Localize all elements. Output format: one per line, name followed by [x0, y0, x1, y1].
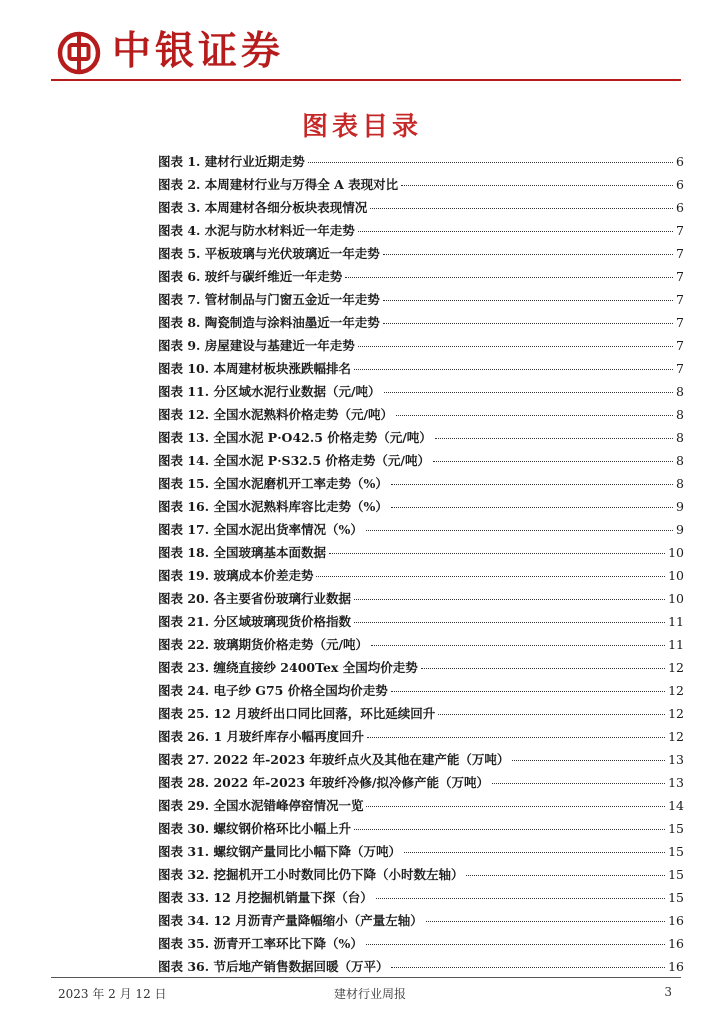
- toc-entry[interactable]: [158, 175, 684, 198]
- toc-entry-label: 图表 11. 分区域水泥行业数据（元/吨）: [158, 384, 381, 399]
- toc-entry-label: 图表 20. 各主要省份玻璃行业数据: [158, 591, 351, 606]
- toc-dot-leader: [421, 668, 665, 669]
- toc-entry-page: 10: [668, 568, 684, 583]
- toc-entry-label: 图表 14. 全国水泥 P·S32.5 价格走势（元/吨）: [158, 453, 430, 468]
- toc-dot-leader: [396, 415, 673, 416]
- toc-dot-leader: [401, 185, 673, 186]
- toc-entry-page: 16: [668, 959, 684, 974]
- toc-entry[interactable]: [158, 658, 684, 681]
- toc-entry-page: 8: [676, 476, 684, 491]
- toc-entry-label: 图表 24. 电子纱 G75 价格全国均价走势: [158, 683, 388, 698]
- toc-entry-label: 图表 27. 2022 年-2023 年玻纤点火及其他在建产能（万吨）: [158, 752, 510, 767]
- toc-entry[interactable]: [158, 842, 684, 865]
- toc-entry-label: 图表 34. 12 月沥青产量降幅缩小（产量左轴）: [158, 913, 423, 928]
- toc-entry[interactable]: [158, 359, 684, 382]
- toc-entry-page: 12: [668, 729, 684, 744]
- toc-entry-label: 图表 1. 建材行业近期走势: [158, 154, 305, 169]
- toc-entry-page: 8: [676, 453, 684, 468]
- toc-entry-page: 7: [676, 246, 684, 261]
- toc-entry-label: 图表 13. 全国水泥 P·O42.5 价格走势（元/吨）: [158, 430, 432, 445]
- toc-dot-leader: [433, 461, 673, 462]
- toc-dot-leader: [391, 967, 665, 968]
- toc-entry-label: 图表 7. 管材制品与门窗五金近一年走势: [158, 292, 380, 307]
- toc-entry-page: 9: [676, 522, 684, 537]
- toc-dot-leader: [366, 944, 665, 945]
- toc-entry[interactable]: [158, 152, 684, 175]
- toc-entry-page: 7: [676, 361, 684, 376]
- header-divider: [51, 79, 681, 81]
- toc-entry-label: 图表 21. 分区域玻璃现货价格指数: [158, 614, 351, 629]
- toc-entry-page: 6: [676, 177, 684, 192]
- toc-dot-leader: [376, 898, 665, 899]
- toc-entry[interactable]: [158, 681, 684, 704]
- page-header: [0, 0, 724, 86]
- footer-report-name: 建材行业周报: [334, 987, 407, 1001]
- toc-entry[interactable]: [158, 566, 684, 589]
- toc-entry[interactable]: [158, 612, 684, 635]
- toc-entry[interactable]: [158, 221, 684, 244]
- toc-entry[interactable]: [158, 451, 684, 474]
- toc-entry[interactable]: [158, 934, 684, 957]
- toc-entry-label: 图表 25. 12 月玻纤出口同比回落，环比延续回升: [158, 706, 436, 721]
- toc-entry-label: 图表 22. 玻璃期货价格走势（元/吨）: [158, 637, 369, 652]
- toc-dot-leader: [435, 438, 673, 439]
- toc-dot-leader: [316, 576, 665, 577]
- toc-entry-page: 11: [668, 614, 684, 629]
- toc-entry[interactable]: [158, 474, 684, 497]
- toc-entry[interactable]: [158, 635, 684, 658]
- toc-entry-label: 图表 19. 玻璃成本价差走势: [158, 568, 314, 583]
- toc-dot-leader: [466, 875, 665, 876]
- toc-entry[interactable]: [158, 796, 684, 819]
- toc-dot-leader: [512, 760, 665, 761]
- toc-dot-leader: [438, 714, 665, 715]
- toc-entry-page: 15: [668, 844, 684, 859]
- toc-dot-leader: [354, 599, 665, 600]
- toc-entry-page: 10: [668, 545, 684, 560]
- toc-dot-leader: [391, 691, 665, 692]
- toc-entry[interactable]: [158, 405, 684, 428]
- toc-dot-leader: [391, 507, 673, 508]
- toc-entry-label: 图表 5. 平板玻璃与光伏玻璃近一年走势: [158, 246, 380, 261]
- toc-dot-leader: [354, 829, 665, 830]
- toc-entry-label: 图表 4. 水泥与防水材料近一年走势: [158, 223, 355, 238]
- toc-entry-label: 图表 33. 12 月挖掘机销量下探（台）: [158, 890, 373, 905]
- toc-entry[interactable]: [158, 313, 684, 336]
- toc-entry-page: 14: [668, 798, 684, 813]
- toc-entry-label: 图表 32. 挖掘机开工小时数同比仍下降（小时数左轴）: [158, 867, 464, 882]
- toc-entry-page: 15: [668, 821, 684, 836]
- toc-entry-page: 6: [676, 200, 684, 215]
- toc-entry-label: 图表 6. 玻纤与碳纤维近一年走势: [158, 269, 343, 284]
- toc-entry-label: 图表 9. 房屋建设与基建近一年走势: [158, 338, 355, 353]
- toc-entry-label: 图表 3. 本周建材各细分板块表现情况: [158, 200, 368, 215]
- toc-entry-label: 图表 31. 螺纹钢产量同比小幅下降（万吨）: [158, 844, 401, 859]
- toc-dot-leader: [366, 530, 673, 531]
- toc-dot-leader: [358, 346, 673, 347]
- toc-entry-label: 图表 17. 全国水泥出货率情况（%）: [158, 522, 363, 537]
- table-of-figures: [158, 152, 684, 980]
- toc-entry-label: 图表 35. 沥青开工率环比下降（%）: [158, 936, 363, 951]
- toc-dot-leader: [370, 208, 673, 209]
- toc-entry-page: 13: [668, 752, 684, 767]
- toc-entry[interactable]: [158, 290, 684, 313]
- toc-dot-leader: [345, 277, 673, 278]
- toc-entry-page: 16: [668, 936, 684, 951]
- toc-dot-leader: [404, 852, 665, 853]
- toc-entry-page: 12: [668, 706, 684, 721]
- toc-entry-page: 15: [668, 867, 684, 882]
- toc-entry-label: 图表 28. 2022 年-2023 年玻纤冷修/拟冷修产能（万吨）: [158, 775, 489, 790]
- toc-entry-page: 7: [676, 338, 684, 353]
- toc-entry[interactable]: [158, 336, 684, 359]
- toc-entry[interactable]: [158, 704, 684, 727]
- toc-entry-page: 7: [676, 292, 684, 307]
- toc-dot-leader: [358, 231, 673, 232]
- toc-dot-leader: [383, 254, 673, 255]
- toc-entry-page: 9: [676, 499, 684, 514]
- footer-divider: [51, 977, 681, 978]
- toc-entry[interactable]: [158, 382, 684, 405]
- toc-entry-page: 8: [676, 384, 684, 399]
- toc-entry-page: 8: [676, 407, 684, 422]
- toc-entry-label: 图表 18. 全国玻璃基本面数据: [158, 545, 326, 560]
- bank-of-china-logo-icon: [57, 31, 101, 75]
- toc-entry-label: 图表 2. 本周建材行业与万得全 A 表现对比: [158, 177, 399, 192]
- toc-entry[interactable]: [158, 428, 684, 451]
- toc-entry[interactable]: [158, 589, 684, 612]
- toc-entry[interactable]: [158, 888, 684, 911]
- toc-dot-leader: [492, 783, 665, 784]
- toc-entry[interactable]: [158, 198, 684, 221]
- toc-entry[interactable]: [158, 543, 684, 566]
- toc-dot-leader: [371, 645, 665, 646]
- toc-dot-leader: [383, 300, 673, 301]
- toc-entry[interactable]: [158, 911, 684, 934]
- toc-entry-label: 图表 8. 陶瓷制造与涂料油墨近一年走势: [158, 315, 380, 330]
- toc-entry-page: 13: [668, 775, 684, 790]
- toc-entry[interactable]: [158, 497, 684, 520]
- footer-page-number: 3: [664, 985, 672, 999]
- toc-entry-label: 图表 10. 本周建材板块涨跌幅排名: [158, 361, 351, 376]
- toc-entry-label: 图表 29. 全国水泥错峰停窑情况一览: [158, 798, 364, 813]
- toc-entry[interactable]: [158, 244, 684, 267]
- toc-dot-leader: [354, 369, 673, 370]
- toc-entry-page: 8: [676, 430, 684, 445]
- toc-dot-leader: [354, 622, 665, 623]
- toc-entry-label: 图表 30. 螺纹钢价格环比小幅上升: [158, 821, 351, 836]
- toc-entry-page: 6: [676, 154, 684, 169]
- toc-entry-label: 图表 26. 1 月玻纤库存小幅再度回升: [158, 729, 365, 744]
- toc-dot-leader: [308, 162, 673, 163]
- toc-entry[interactable]: [158, 865, 684, 888]
- toc-dot-leader: [383, 323, 673, 324]
- toc-entry-label: 图表 15. 全国水泥磨机开工率走势（%）: [158, 476, 388, 491]
- toc-entry[interactable]: [158, 727, 684, 750]
- toc-entry[interactable]: [158, 773, 684, 796]
- toc-entry[interactable]: [158, 819, 684, 842]
- toc-entry-label: 图表 23. 缠绕直接纱 2400Tex 全国均价走势: [158, 660, 418, 675]
- toc-entry-page: 12: [668, 660, 684, 675]
- toc-entry-page: 11: [668, 637, 684, 652]
- toc-dot-leader: [366, 806, 665, 807]
- toc-dot-leader: [384, 392, 674, 393]
- toc-dot-leader: [391, 484, 673, 485]
- toc-entry-page: 10: [668, 591, 684, 606]
- toc-dot-leader: [367, 737, 665, 738]
- toc-entry-page: 12: [668, 683, 684, 698]
- toc-entry-label: 图表 12. 全国水泥熟料价格走势（元/吨）: [158, 407, 394, 422]
- toc-entry-label: 图表 36. 节后地产销售数据回暖（万平）: [158, 959, 389, 974]
- toc-entry[interactable]: [158, 267, 684, 290]
- brand-name: 中银证券: [112, 29, 285, 74]
- toc-dot-leader: [329, 553, 665, 554]
- toc-dot-leader: [426, 921, 665, 922]
- toc-entry-page: 7: [676, 223, 684, 238]
- toc-entry-label: 图表 16. 全国水泥熟料库容比走势（%）: [158, 499, 388, 514]
- page-title: 图表目录: [301, 112, 422, 142]
- toc-entry-page: 16: [668, 913, 684, 928]
- toc-entry[interactable]: [158, 750, 684, 773]
- toc-entry-page: 7: [676, 269, 684, 284]
- toc-entry-page: 15: [668, 890, 684, 905]
- footer-date: 2023 年 2 月 12 日: [58, 987, 167, 1001]
- toc-entry[interactable]: [158, 520, 684, 543]
- toc-entry-page: 7: [676, 315, 684, 330]
